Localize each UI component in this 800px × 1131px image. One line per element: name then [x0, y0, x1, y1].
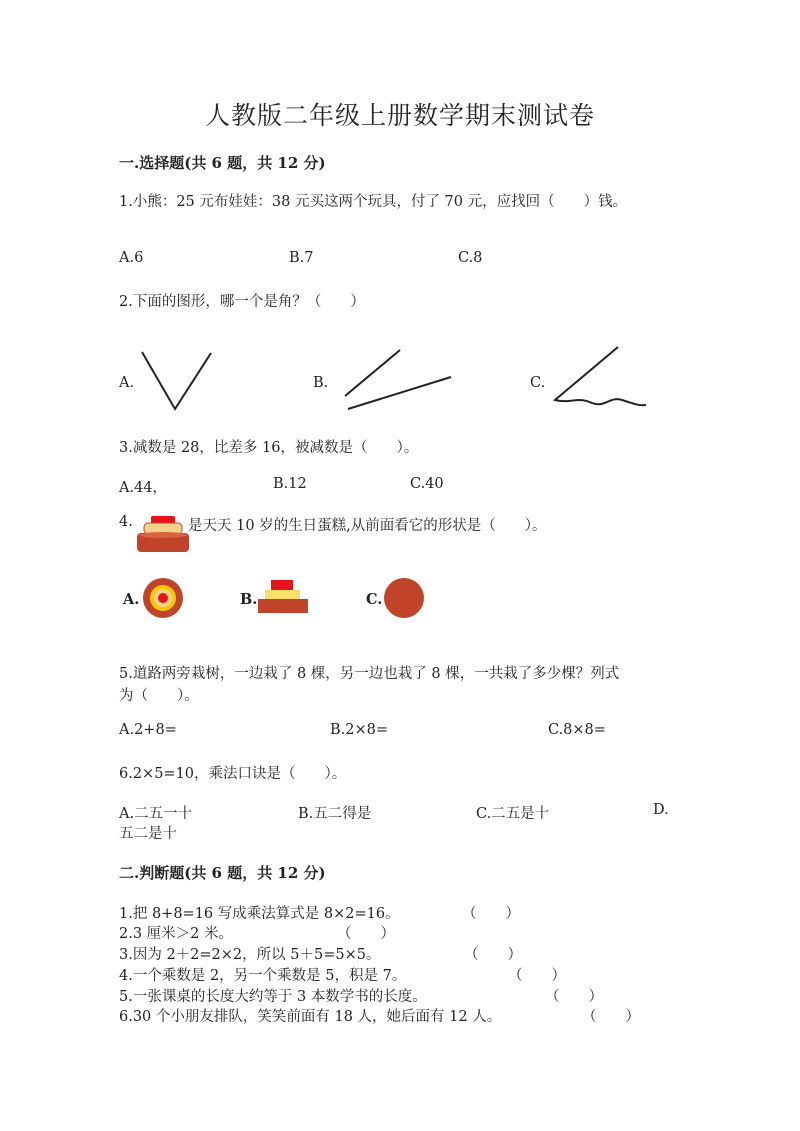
tf-item-2-text: 2.3 厘米＞2 米。 [119, 926, 234, 942]
question-1-option-b[interactable]: B.7 [289, 250, 314, 266]
question-4-option-c[interactable]: C. [366, 591, 383, 608]
top-view-target-icon [142, 577, 184, 619]
birthday-cake-icon [136, 514, 190, 554]
tf-item-5-answer[interactable]: （ ） [545, 989, 603, 1005]
question-1-text: 1.小熊：25 元布娃娃：38 元买这两个玩具，付了 70 元，应找回（ ）钱。 [119, 194, 628, 210]
question-6-option-d[interactable]: D. [653, 802, 669, 818]
question-3-text: 3.减数是 28，比差多 16，被减数是（ ）。 [119, 440, 419, 456]
question-6-text: 6.2×5=10，乘法口诀是（ ）。 [119, 766, 347, 782]
question-4-text: 是天天 10 岁的生日蛋糕,从前面看它的形状是（ ）。 [188, 518, 547, 534]
page-title: 人教版二年级上册数学期末测试卷 [204, 101, 595, 130]
question-6-option-b[interactable]: B.五二得是 [298, 806, 372, 822]
tf-item-1-answer[interactable]: （ ） [462, 906, 520, 922]
front-view-layers-icon [256, 578, 310, 616]
section-heading-choice: 一.选择题(共 6 题，共 12 分) [119, 154, 326, 172]
question-6-option-c[interactable]: C.二五是十 [476, 806, 550, 822]
question-1-option-a[interactable]: A.6 [119, 250, 144, 266]
tf-item-3-text: 3.因为 2＋2=2×2，所以 5＋5=5×5。 [119, 947, 381, 963]
question-2-option-b[interactable]: B. [313, 375, 329, 391]
open-lines-figure-b [340, 347, 455, 412]
curved-figure-c [550, 344, 650, 410]
question-5-option-a[interactable]: A.2+8= [119, 722, 177, 738]
tf-item-5-text: 5.一张课桌的长度大约等于 3 本数学书的长度。 [119, 989, 427, 1005]
question-1-option-c[interactable]: C.8 [458, 250, 483, 266]
tf-item-3-answer[interactable]: （ ） [464, 947, 522, 963]
tf-item-4-answer[interactable]: （ ） [508, 968, 566, 984]
question-3-option-b[interactable]: B.12 [273, 476, 307, 492]
question-4-number: 4. [119, 514, 133, 530]
tf-item-6-text: 6.30 个小朋友排队，笑笑前面有 18 人，她后面有 12 人。 [119, 1009, 502, 1025]
question-5-text-line2: 为（ ）。 [119, 688, 199, 704]
question-6-option-d-text[interactable]: 五二是十 [119, 826, 177, 842]
angle-figure-a [138, 350, 218, 412]
question-4-option-b[interactable]: B. [240, 591, 258, 608]
question-5-option-b[interactable]: B.2×8= [330, 722, 389, 738]
tf-item-4-text: 4.一个乘数是 2，另一个乘数是 5，积是 7。 [119, 968, 407, 984]
solid-circle-icon [383, 577, 425, 619]
tf-item-6-answer[interactable]: （ ） [582, 1009, 640, 1025]
question-2-option-a[interactable]: A. [119, 375, 135, 391]
tf-item-1-text: 1.把 8+8=16 写成乘法算式是 8×2=16。 [119, 906, 400, 922]
question-6-option-a[interactable]: A.二五一十 [119, 806, 193, 822]
section-heading-true-false: 二.判断题(共 6 题，共 12 分) [119, 864, 326, 882]
question-5-text-line1: 5.道路两旁栽树，一边栽了 8 棵，另一边也栽了 8 棵，一共栽了多少棵？列式 [119, 666, 620, 682]
question-2-option-c[interactable]: C. [530, 375, 546, 391]
question-4-option-a[interactable]: A. [123, 591, 140, 608]
question-2-text: 2.下面的图形，哪一个是角？（ ） [119, 294, 365, 310]
question-5-option-c[interactable]: C.8×8= [548, 722, 606, 738]
question-3-option-c[interactable]: C.40 [410, 476, 444, 492]
question-3-option-a[interactable]: A.44， [119, 480, 168, 496]
tf-item-2-answer[interactable]: （ ） [337, 926, 395, 942]
